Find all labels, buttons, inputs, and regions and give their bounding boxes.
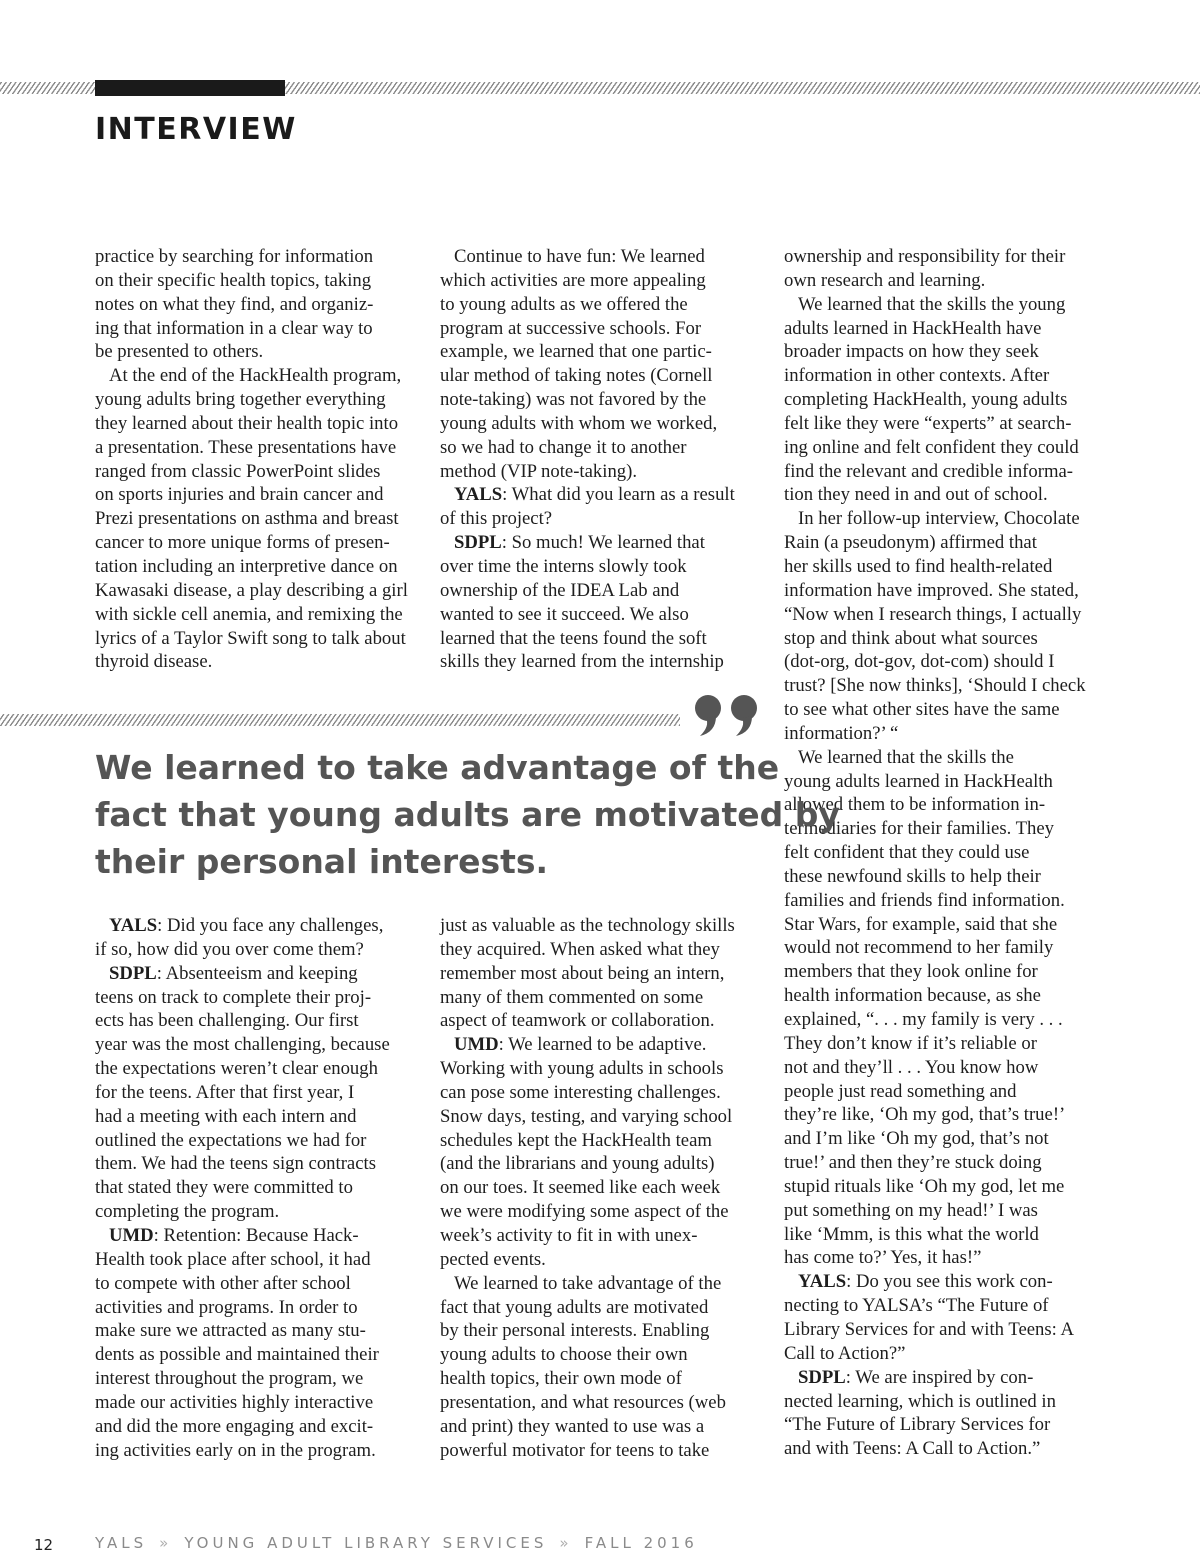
text-line: Continue to have fun: We learned [454,246,705,267]
text-line: on their specific health topics, taking [95,269,372,291]
paragraph-first-line [784,1366,1114,1390]
paragraph-line [440,1105,770,1129]
paragraph-first-line [784,245,1114,269]
text-line: stop and think about what sources [784,627,1038,649]
paragraph-line [784,531,1114,555]
pull-quote-hatch-rule [0,714,680,726]
text-line: remember most about being an intern, [440,962,725,984]
paragraph-line [784,722,1114,746]
pull-quote-line: We learned to take advantage of the [95,748,780,787]
paragraph-line [440,579,770,603]
paragraph-line [440,1009,770,1033]
text-line: on sports injuries and brain cancer and [95,484,384,506]
text-line: adults learned in HackHealth have [784,317,1042,339]
paragraph-line [784,388,1114,412]
text-line: Prezi presentations on asthma and breast [95,508,399,530]
text-line: example, we learned that one partic- [440,341,712,363]
speaker-label: SDPL [454,532,502,554]
text-line: termediaries for their families. They [784,818,1055,840]
text-line: skills they learned from the internship [440,651,724,673]
speaker-label: YALS [454,484,503,506]
paragraph-line [95,1439,425,1463]
paragraph-line [440,269,770,293]
column-3 [784,245,1114,1461]
column-1-bottom [95,914,425,1462]
paragraph-line [784,412,1114,436]
paragraph-line [95,1343,425,1367]
paragraph-line [784,460,1114,484]
paragraph-line [784,841,1114,865]
section-accent-bar [95,80,285,96]
text-line: completing the program. [95,1201,280,1223]
paragraph-line [95,1272,425,1296]
paragraph-line [784,603,1114,627]
text-line: : Do you see this work con- [846,1271,1053,1293]
text-line: In her follow-up interview, Chocolate [798,508,1080,530]
text-line: Rain (a pseudonym) affirmed that [784,532,1037,554]
paragraph-line [784,1032,1114,1056]
text-line: felt like they were “experts” at search- [784,412,1072,434]
paragraph-line [95,483,425,507]
paragraph-line [440,1129,770,1153]
text-line: be presented to others. [95,341,264,363]
paragraph-line [95,460,425,484]
paragraph-first-line [440,914,770,938]
text-line: them. We had the teens sign contracts [95,1153,376,1175]
paragraph-line [784,436,1114,460]
text-line: with sickle cell anemia, and remixing the [95,603,403,625]
quote-mark-icon [690,680,770,740]
paragraph-first-line [440,531,770,555]
text-line: health topics, their own mode of [440,1368,682,1390]
paragraph-line [95,1248,425,1272]
paragraph-line [440,436,770,460]
text-line: ownership and responsibility for their [784,246,1066,267]
paragraph-line [784,698,1114,722]
paragraph-line [95,1176,425,1200]
paragraph-line [440,1224,770,1248]
text-line: a presentation. These presentations have [95,436,397,458]
page-number: 12 [34,1536,54,1554]
text-line: presentation, and what resources (web [440,1391,726,1413]
text-line: if so, how did you over come them? [95,938,364,960]
paragraph-line [440,317,770,341]
text-line: : So much! We learned that [501,532,705,554]
paragraph-line [95,1081,425,1105]
paragraph-line [784,1437,1114,1461]
paragraph-line [95,507,425,531]
paragraph-first-line [440,1033,770,1057]
paragraph-line [440,1248,770,1272]
text-line: “The Future of Library Services for [784,1414,1051,1436]
paragraph-line [95,1415,425,1439]
paragraph-line [95,1009,425,1033]
text-line: put something on my head!’ I was [784,1199,1038,1221]
paragraph-line [440,555,770,579]
paragraph-line [440,1057,770,1081]
paragraph-line [440,1081,770,1105]
text-line: schedules kept the HackHealth team [440,1129,712,1151]
text-line: felt confident that they could use [784,842,1030,864]
text-line: stupid rituals like ‘Oh my god, let me [784,1175,1065,1197]
text-line: own research and learning. [784,269,986,291]
text-line: learned that the teens found the soft [440,627,707,649]
text-line: : Did you face any challenges, [157,915,384,936]
text-line: necting to YALSA’s “The Future of [784,1295,1049,1317]
column-1-top [95,245,425,674]
paragraph-line [784,1246,1114,1270]
text-line: (dot-org, dot-gov, dot-com) should I [784,651,1055,673]
paragraph-first-line [95,1224,425,1248]
paragraph-line [784,317,1114,341]
text-line: over time the interns slowly took [440,555,687,577]
text-line: and I’m like ‘Oh my god, that’s not [784,1128,1049,1150]
text-line: information have improved. She stated, [784,579,1079,601]
paragraph-line [440,388,770,412]
paragraph-line [784,579,1114,603]
paragraph-line [784,650,1114,674]
paragraph-line [784,483,1114,507]
text-line: Snow days, testing, and varying school [440,1105,733,1127]
paragraph-first-line [784,1270,1114,1294]
text-line: families and friends find information. [784,889,1065,911]
text-line: ing activities early on in the program. [95,1439,376,1461]
text-line: program at successive schools. For [440,317,702,339]
text-line: tion they need in and out of school. [784,484,1048,506]
text-line: so we had to change it to another [440,436,687,458]
text-line: dents as possible and maintained their [95,1344,379,1366]
paragraph-line [784,1342,1114,1366]
paragraph-line [784,1318,1114,1342]
paragraph-line [440,1152,770,1176]
paragraph-line [95,1391,425,1415]
text-line: Health took place after school, it had [95,1248,371,1270]
text-line: find the relevant and credible informa- [784,460,1074,482]
paragraph-line [95,412,425,436]
text-line: members that they look online for [784,961,1038,983]
text-line: has come to?’ Yes, it has!” [784,1247,982,1269]
paragraph-line [440,1176,770,1200]
text-line: Kawasaki disease, a play describing a girl [95,579,408,601]
paragraph-line [95,388,425,412]
paragraph-line [784,1175,1114,1199]
text-line: At the end of the HackHealth program, [109,365,402,387]
text-line: and did the more engaging and excit- [95,1415,374,1437]
text-line: notes on what they find, and organiz- [95,293,374,315]
text-line: : We are inspired by con- [845,1366,1034,1388]
paragraph-line [95,579,425,603]
paragraph-line [95,531,425,555]
pull-quote [95,744,840,885]
paragraph-line [95,938,425,962]
paragraph-first-line [95,962,425,986]
paragraph-line [95,603,425,627]
text-line: for the teens. After that first year, I [95,1081,355,1103]
text-line: her skills used to find health-related [784,555,1053,577]
text-line: completing HackHealth, young adults [784,389,1068,411]
paragraph-line [440,986,770,1010]
text-line: practice by searching for information [95,246,374,267]
column-2-top [440,245,770,674]
column-2-bottom [440,914,770,1462]
text-line: they acquired. When asked what they [440,938,720,960]
text-line: ing online and felt confident they could [784,436,1079,458]
text-line: they’re like, ‘Oh my god, that’s true!’ [784,1104,1066,1126]
paragraph-line [95,1319,425,1343]
text-line: young adults with whom we worked, [440,412,718,434]
text-line: like ‘Mmm, is this what the world [784,1223,1039,1245]
text-line: of this project? [440,508,553,530]
paragraph-line [95,1296,425,1320]
paragraph-line [784,1199,1114,1223]
text-line: true!’ and then they’re stuck doing [784,1152,1042,1174]
paragraph-line [440,627,770,651]
text-line: : What did you learn as a result [502,484,735,506]
text-line: allowed them to be information in- [784,794,1046,816]
section-title: INTERVIEW [95,112,297,147]
text-line: tation including an interpretive dance on [95,555,398,577]
pull-quote-line: their personal interests. [95,842,549,881]
text-line: ular method of taking notes (Cornell [440,365,713,387]
text-line: We learned that the skills the [798,746,1014,768]
paragraph-line [95,340,425,364]
text-line: outlined the expectations we had for [95,1129,367,1151]
paragraph-line [784,770,1114,794]
paragraph-first-line [784,507,1114,531]
paragraph-line [440,938,770,962]
text-line: thyroid disease. [95,651,213,673]
text-line: broader impacts on how they seek [784,341,1039,363]
text-line: many of them commented on some [440,986,704,1008]
text-line: Call to Action?” [784,1342,906,1364]
text-line: ects has been challenging. Our first [95,1010,359,1032]
paragraph-line [95,1200,425,1224]
paragraph-first-line [440,483,770,507]
paragraph-first-line [784,746,1114,770]
footer-issue: FALL 2016 [584,1534,698,1552]
text-line: young adults learned in HackHealth [784,770,1053,792]
paragraph-first-line [440,245,770,269]
text-line: to young adults as we offered the [440,293,688,315]
paragraph-line [440,1439,770,1463]
speaker-label: SDPL [109,962,157,984]
paragraph-line [440,1343,770,1367]
speaker-label: UMD [454,1034,499,1056]
paragraph-first-line [784,293,1114,317]
text-line: : Absenteeism and keeping [156,962,358,984]
text-line: lyrics of a Taylor Swift song to talk about [95,627,406,649]
paragraph-line [440,507,770,531]
text-line: health information because, as she [784,985,1041,1007]
text-line: nected learning, which is outlined in [784,1390,1056,1412]
text-line: the expectations weren’t clear enough [95,1058,378,1080]
text-line: people just read something and [784,1080,1017,1102]
text-line: Library Services for and with Teens: A [784,1318,1075,1340]
text-line: Star Wars, for example, said that she [784,913,1058,935]
footer-separator: » [559,1534,573,1552]
paragraph-line [440,1319,770,1343]
paragraph-line [440,1391,770,1415]
text-line: They don’t know if it’s reliable or [784,1032,1037,1054]
paragraph-line [440,293,770,317]
pull-quote-line: fact that young adults are motivated by [95,795,840,834]
footer-separator: » [159,1534,173,1552]
paragraph-line [440,650,770,674]
text-line: (and the librarians and young adults) [440,1153,715,1175]
paragraph-line [95,1033,425,1057]
paragraph-line [784,1080,1114,1104]
text-line: made our activities highly interactive [95,1391,374,1413]
paragraph-line [440,1200,770,1224]
text-line: these newfound skills to help their [784,865,1041,887]
paragraph-line [784,1103,1114,1127]
paragraph-line [95,1057,425,1081]
text-line: we were modifying some aspect of the [440,1201,729,1223]
text-line: information in other contexts. After [784,365,1050,387]
paragraph-line [95,555,425,579]
text-line: and print) they wanted to use was a [440,1415,705,1437]
paragraph-line [95,1152,425,1176]
text-line: information?’ “ [784,722,899,744]
paragraph-line [440,364,770,388]
speaker-label: UMD [109,1224,154,1246]
text-line: ownership of the IDEA Lab and [440,579,680,601]
paragraph-line [95,650,425,674]
running-footer [95,1534,698,1552]
text-line: ranged from classic PowerPoint slides [95,460,381,482]
paragraph-line [784,340,1114,364]
text-line: young adults to choose their own [440,1344,688,1366]
text-line: “Now when I research things, I actually [784,603,1082,625]
text-line: not and they’ll . . . You know how [784,1056,1039,1078]
paragraph-line [784,889,1114,913]
text-line: teens on track to complete their proj- [95,986,372,1008]
text-line: trust? [She now thinks], ‘Should I check [784,675,1086,697]
paragraph-line [440,340,770,364]
paragraph-line [440,1367,770,1391]
text-line: year was the most challenging, because [95,1034,390,1056]
paragraph-first-line [440,1272,770,1296]
paragraph-line [95,1105,425,1129]
text-line: We learned to take advantage of the [454,1272,722,1294]
text-line: make sure we attracted as many stu- [95,1320,366,1342]
paragraph-line [784,269,1114,293]
paragraph-line [784,936,1114,960]
paragraph-line [440,460,770,484]
paragraph-line [784,555,1114,579]
text-line: by their personal interests. Enabling [440,1320,710,1342]
text-line: activities and programs. In order to [95,1296,358,1318]
paragraph-line [440,1415,770,1439]
speaker-label: YALS [798,1271,847,1293]
footer-journal-abbrev: YALS [95,1534,148,1552]
text-line: and with Teens: A Call to Action.” [784,1438,1041,1460]
paragraph-line [440,603,770,627]
paragraph-first-line [95,914,425,938]
text-line: interest throughout the program, we [95,1368,364,1390]
text-line: note-taking) was not favored by the [440,389,707,411]
paragraph-line [440,962,770,986]
text-line: explained, “. . . my family is very . . . [784,1009,1063,1030]
text-line: week’s activity to fit in with unex- [440,1224,698,1246]
paragraph-line [784,674,1114,698]
paragraph-line [784,1413,1114,1437]
paragraph-line [784,865,1114,889]
text-line: : Retention: Because Hack- [153,1224,359,1246]
paragraph-line [784,1056,1114,1080]
text-line: that stated they were committed to [95,1177,353,1199]
paragraph-line [95,269,425,293]
paragraph-line [95,986,425,1010]
text-line: young adults bring together everything [95,389,386,411]
paragraph-line [784,364,1114,388]
text-line: just as valuable as the technology skills [440,915,735,936]
text-line: to compete with other after school [95,1272,351,1294]
paragraph-line [95,317,425,341]
paragraph-line [95,1129,425,1153]
text-line: on our toes. It seemed like each week [440,1177,721,1199]
paragraph-line [784,1223,1114,1247]
paragraph-line [440,412,770,436]
speaker-label: YALS [109,915,158,936]
text-line: which activities are more appealing [440,269,706,291]
paragraph-line [784,1390,1114,1414]
text-line: can pose some interesting challenges. [440,1081,721,1103]
speaker-label: SDPL [798,1366,846,1388]
text-line: to see what other sites have the same [784,699,1060,721]
text-line: they learned about their health topic into [95,412,399,434]
text-line: Working with young adults in schools [440,1058,724,1080]
paragraph-line [784,1294,1114,1318]
footer-journal-name: YOUNG ADULT LIBRARY SERVICES [184,1534,548,1552]
paragraph-line [784,913,1114,937]
text-line: aspect of teamwork or collaboration. [440,1010,715,1032]
text-line: powerful motivator for teens to take [440,1439,710,1461]
paragraph-first-line [95,364,425,388]
paragraph-line [784,1008,1114,1032]
text-line: had a meeting with each intern and [95,1105,357,1127]
paragraph-first-line [95,245,425,269]
paragraph-line [440,1296,770,1320]
text-line: method (VIP note-taking). [440,460,638,482]
text-line: We learned that the skills the young [798,293,1066,315]
text-line: : We learned to be adaptive. [498,1034,707,1056]
text-line: cancer to more unique forms of presen- [95,532,390,554]
paragraph-line [784,627,1114,651]
paragraph-line [95,293,425,317]
text-line: ing that information in a clear way to [95,317,373,339]
text-line: would not recommend to her family [784,937,1054,959]
text-line: pected events. [440,1248,546,1270]
paragraph-line [784,1151,1114,1175]
paragraph-line [784,984,1114,1008]
text-line: fact that young adults are motivated [440,1296,709,1318]
text-line: wanted to see it succeed. We also [440,603,689,625]
paragraph-line [95,627,425,651]
paragraph-line [784,1127,1114,1151]
paragraph-line [784,960,1114,984]
paragraph-line [95,436,425,460]
paragraph-line [95,1367,425,1391]
